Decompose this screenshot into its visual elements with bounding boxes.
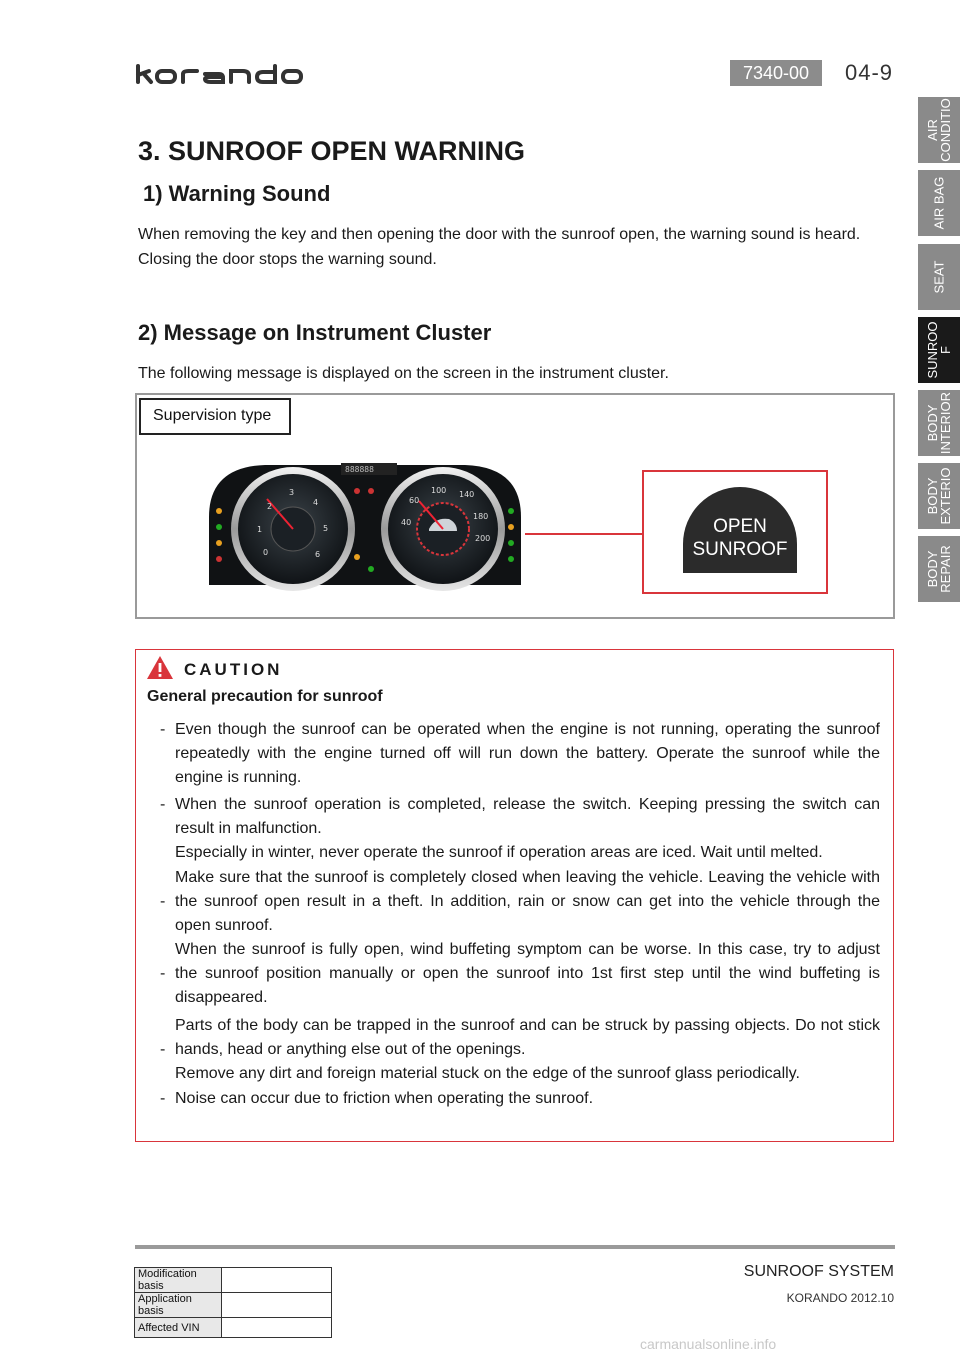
svg-text:140: 140 <box>459 490 475 499</box>
tab-label: BODY INTERIOR <box>925 391 953 455</box>
warning-triangle-icon <box>146 655 174 680</box>
footer-system-name: SUNROOF SYSTEM <box>743 1263 894 1280</box>
caution-line: Especially in winter, never operate the sunroof if operation areas are iced. Wait until melted. <box>175 844 823 861</box>
tab-seat[interactable] <box>918 244 960 310</box>
tab-body-repair[interactable] <box>918 536 960 602</box>
caution-line: the sunroof open result in a theft. In addition, rain or snow can get into the vehicle through the <box>175 893 880 910</box>
tab-label: SUNROO F <box>925 321 953 379</box>
table-value <box>222 1318 332 1338</box>
bullet-dash: - <box>160 965 166 982</box>
caution-item <box>160 938 880 1010</box>
bullet-dash: - <box>160 1090 166 1107</box>
caution-item <box>160 866 880 938</box>
table-label: Modification basis <box>135 1268 222 1293</box>
tab-label: AIR CONDITIO <box>925 98 953 162</box>
caution-title: CAUTION <box>184 660 283 679</box>
bullet-dash: - <box>160 721 166 738</box>
table-row <box>135 1318 332 1338</box>
footer-model: KORANDO 2012.10 <box>786 1291 894 1305</box>
subsection-title-warning-sound: 1) Warning Sound <box>143 181 331 206</box>
caution-line: open sunroof. <box>175 917 273 934</box>
footer-rule <box>135 1245 895 1249</box>
svg-text:888888: 888888 <box>345 465 374 474</box>
svg-text:0: 0 <box>263 548 269 557</box>
caution-line: repeatedly with the engine turned off will run down the battery. Operate the sunroof while the <box>175 745 880 762</box>
caution-item <box>160 718 880 790</box>
bullet-dash: - <box>160 796 166 813</box>
table-row <box>135 1268 332 1293</box>
table-row <box>135 1293 332 1318</box>
tab-label: BODY EXTERIO <box>925 467 953 525</box>
section-title: 3. SUNROOF OPEN WARNING <box>138 136 526 166</box>
caution-line: When the sunroof operation is completed, release the switch. Keeping pressing the switch can <box>175 796 880 813</box>
table-value <box>222 1268 332 1293</box>
bullet-dash: - <box>160 893 166 910</box>
table-label: Affected VIN <box>135 1318 222 1338</box>
korando-logo <box>135 62 315 86</box>
caution-line: Parts of the body can be trapped in the sunroof and can be struck by passing objects. Do not stick <box>175 1017 880 1034</box>
supervision-type-label: Supervision type <box>139 398 291 435</box>
svg-text:3: 3 <box>289 488 295 497</box>
tab-label: SEAT <box>931 260 947 294</box>
warning-sound-text <box>138 222 898 272</box>
caution-line: Remove any dirt and foreign material stuck on the edge of the sunroof glass periodically. <box>175 1065 800 1082</box>
caution-line: engine is running. <box>175 769 302 786</box>
caution-line: the sunroof position manually or open the sunroof into 1st first step until the wind buffeting is <box>175 965 880 982</box>
svg-text:40: 40 <box>401 518 412 527</box>
tab-body-interior[interactable] <box>918 390 960 456</box>
section-code-badge: 7340-00 <box>730 60 822 86</box>
tab-label: BODY REPAIR <box>925 545 953 593</box>
svg-text:2: 2 <box>267 502 273 511</box>
svg-text:200: 200 <box>475 534 491 543</box>
caution-line: When the sunroof is fully open, wind buffeting symptom can be worse. In this case, try to adjust <box>175 941 880 958</box>
callout-line <box>525 533 643 535</box>
caution-item <box>160 793 880 865</box>
watermark: carmanualsonline.info <box>640 1336 777 1352</box>
svg-text:60: 60 <box>409 496 420 505</box>
svg-text:100: 100 <box>431 486 447 495</box>
caution-item <box>160 1087 880 1111</box>
table-value <box>222 1293 332 1318</box>
bullet-dash: - <box>160 1041 166 1058</box>
caution-line: Make sure that the sunroof is completely closed when leaving the vehicle. Leaving the vehicle with <box>175 869 880 886</box>
caution-line: hands, head or anything else out of the openings. <box>175 1041 526 1058</box>
svg-text:4: 4 <box>313 498 319 507</box>
caution-line: result in malfunction. <box>175 820 322 837</box>
warning-sound-line: Closing the door stops the warning sound. <box>138 251 437 268</box>
tab-sunroof[interactable] <box>918 317 960 383</box>
svg-text:5: 5 <box>323 524 329 533</box>
modification-table <box>134 1267 332 1338</box>
message-line: SUNROOF <box>692 539 788 560</box>
message-line: OPEN <box>713 516 767 537</box>
caution-line: Even though the sunroof can be operated when the engine is not running, operating the sunroof <box>175 721 880 738</box>
instrument-cluster-image <box>205 457 525 592</box>
subsection-title-message: 2) Message on Instrument Cluster <box>138 320 492 345</box>
tab-air-conditioning[interactable] <box>918 97 960 163</box>
caution-subtitle: General precaution for sunroof <box>147 688 383 705</box>
svg-text:1: 1 <box>257 525 263 534</box>
page-number: 04-9 <box>845 60 894 85</box>
caution-line: Noise can occur due to friction when operating the sunroof. <box>175 1090 594 1107</box>
tab-air-bag[interactable] <box>918 170 960 236</box>
warning-sound-line: When removing the key and then opening the door with the sunroof open, the warning sound is heard. <box>138 226 861 243</box>
caution-line: disappeared. <box>175 989 268 1006</box>
table-label: Application basis <box>135 1293 222 1318</box>
tab-body-exterior[interactable] <box>918 463 960 529</box>
tab-label: AIR BAG <box>931 176 947 230</box>
svg-text:180: 180 <box>473 512 489 521</box>
caution-item <box>160 1014 880 1086</box>
message-text: The following message is displayed on the screen in the instrument cluster. <box>138 365 669 382</box>
svg-text:6: 6 <box>315 550 321 559</box>
